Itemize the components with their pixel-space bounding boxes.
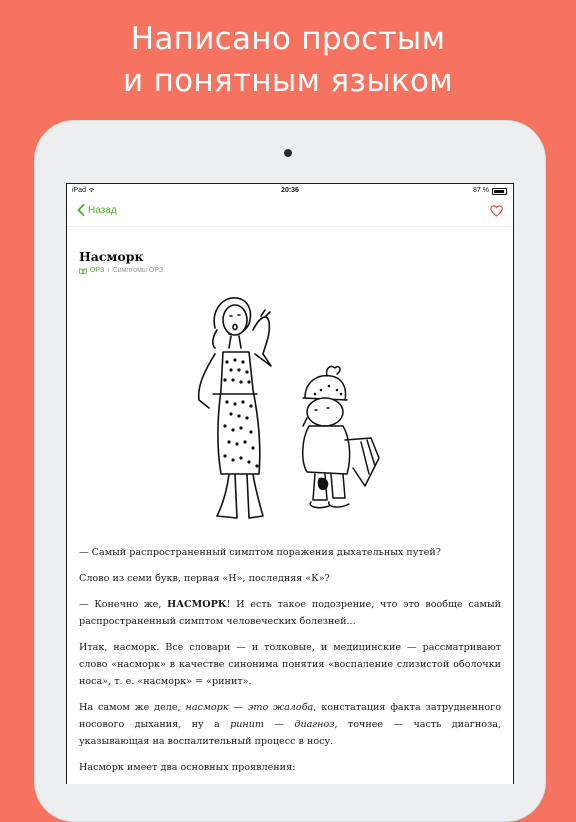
promo-line-1: Написано простым [130, 21, 446, 57]
emphasis-italic: ринит — диагноз [230, 719, 335, 730]
article-paragraph: На самом же деле, насморк — это жалоба, констатация факта затрудненного носового дыхания, ну а ринит — диагноз, точнее — часть диагноза, указывающая на воспалительный процесс в носу. [79, 702, 501, 747]
emphasis-bold: НАСМОРК [167, 599, 227, 610]
article-paragraph: — Конечно же, НАСМОРК! И есть такое подозрение, что это вообще самый распространенный симптом человеческих болезней... [79, 599, 501, 627]
article-paragraph: — Самый распространенный симптом поражения дыхательных путей? [79, 547, 441, 558]
status-time: 20:36 [281, 187, 299, 194]
promo-line-2: и понятным языком [123, 63, 453, 99]
breadcrumb-current[interactable]: Симптомы ОРЗ [112, 267, 164, 274]
book-icon [79, 268, 87, 274]
promo-headline [0, 18, 576, 102]
illustration-mother-and-child [175, 290, 405, 530]
status-bar [67, 184, 513, 198]
breadcrumb [79, 267, 501, 274]
heart-icon[interactable] [490, 205, 503, 217]
back-label: Назад [88, 204, 117, 216]
article-paragraph: Слово из семи букв, первая «Н», последняя «К»? [79, 573, 330, 584]
camera-dot [284, 149, 292, 157]
article-body [79, 544, 501, 776]
breadcrumb-link-orz[interactable]: ОРЗ [90, 267, 105, 274]
article-paragraph: Итак, насморк. Все словари — и толковые, и медицинские — рассматривают слово «насморк» в качестве синонима понятия «воспаление слизистой оболочки носа», т. е. «насморк» = «ринит». [79, 642, 501, 687]
article-paragraph: Насморк имеет два основных проявления: [79, 762, 296, 773]
status-battery [473, 184, 507, 198]
emphasis-italic: насморк — это жалоба [185, 702, 314, 713]
app-screen [66, 183, 514, 784]
battery-icon [492, 188, 507, 195]
article-content [67, 227, 513, 776]
battery-percent: 87 % [473, 187, 489, 194]
article-title: Насморк [79, 249, 144, 264]
navigation-bar [67, 198, 513, 227]
breadcrumb-separator-icon: › [107, 267, 110, 274]
back-button[interactable] [77, 204, 117, 216]
status-device: iPad [72, 184, 95, 198]
chevron-left-icon [77, 204, 85, 216]
